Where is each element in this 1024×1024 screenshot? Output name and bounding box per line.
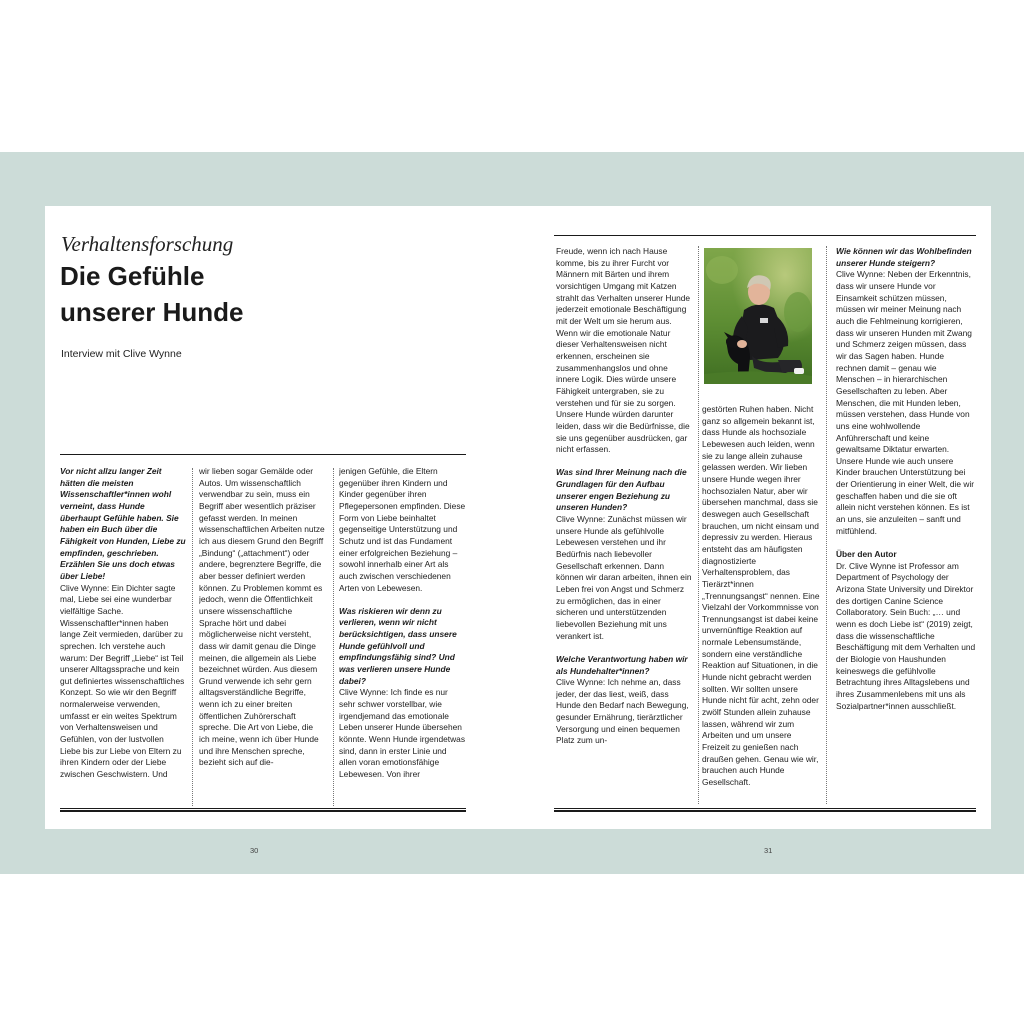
paragraph: Clive Wynne: Ein Dichter sagte mal, Liebe sei eine wunderbar vielfältige Sache. Wissenschaftler*innen haben lange Zeit vermieden, darüber zu sprechen. Ich verstehe auch warum: Der Begriff „Liebe“ ist Teil unserer Alltagssprache und kein gut definiertes wissenschaftliches Konzept. So wie wir den Begriff normalerweise verwenden, umfasst er ein weites Spektrum von Verhaltensweisen und Gefühlen, von der lustvollen Liebe bis zur Liebe von Eltern zu ihren Kindern oder der Liebe zwischen Geschwistern. Und xyxy=(60,582,185,780)
left-page xyxy=(45,206,524,829)
page-title xyxy=(60,258,360,330)
paragraph: Was sind Ihrer Meinung nach die Grundlagen für den Aufbau unserer engen Beziehung zu unseren Hunden? xyxy=(556,467,687,513)
byline: Interview mit Clive Wynne xyxy=(61,348,182,360)
text-column-2 xyxy=(199,466,325,806)
paragraph: Über den Autor xyxy=(836,549,897,559)
column-divider xyxy=(192,468,193,806)
paragraph: Welche Verantwortung haben wir als Hundehalter*innen? xyxy=(556,653,688,676)
headline-line-1: Die Gefühle xyxy=(60,261,205,291)
page-number-left: 30 xyxy=(250,846,259,855)
column-divider xyxy=(698,246,699,804)
paragraph: Dr. Clive Wynne ist Professor am Department of Psychology der Arizona State University und Direktor des dortigen Canine Science Collaboratory. Sein Buch: „… und wenn es doch Liebe ist“ (2019) zeigt, dass die wissenschaftliche Beschäftigung mit dem Verhalten und der Biologie von Haushunden keineswegs die gefühlvolle Betrachtung ihres Alltagslebens und ihres Zusammenlebens mit uns als Sozialpartner*innen ausschließt. xyxy=(836,560,976,711)
person-with-dog-photo xyxy=(704,248,812,384)
page-number-right: 31 xyxy=(764,846,773,855)
paragraph: Clive Wynne: Ich nehme an, dass jeder, der das liest, weiß, dass Hunde den Bedarf nach Bewegung, gesunder Ernährung, tierärztlicher Versorgung und einen bequemen Platz zum un- xyxy=(556,677,689,746)
paragraph: Clive Wynne: Zunächst müssen wir unsere Hunde als gefühlvolle Lebewesen verstehen und ihr Bedürfnis nach liebevoller Gesellschaft erkennen. Dann können wir daran arbeiten, ihnen ein Leben frei von Angst und Schmerz zu ermöglichen, das in einer sicheren und unterstützenden liebevollen Beziehung mit uns verankert ist. xyxy=(556,514,692,641)
right-page xyxy=(512,206,991,829)
text-column-3 xyxy=(339,466,466,806)
text-column-2 xyxy=(702,404,820,804)
top-rule xyxy=(60,454,466,455)
text-column-1 xyxy=(556,246,692,806)
paragraph: Freude, wenn ich nach Hause komme, bis zu ihrer Furcht vor Männern mit Bärten und ihrem vorsichtigen Umgang mit Katzen strahlt das Verhalten unserer Hunde jederzeit emotionale Beschäftigung mit der Welt um sie herum aus. Wenn wir die emotionale Natur dieser Verhaltensweisen nicht erkennen, erscheinen sie zusammenhangslos und ohne innere Logik. Dies würde unsere Fähigkeit untergraben, sie zu verstehen und für sie zu sorgen. Unsere Hunde würden darunter leiden, dass wir die Bedürfnisse, die sie uns gegenüber ausdrücken, gar nicht erfassen. xyxy=(556,246,691,455)
paragraph: jenigen Gefühle, die Eltern gegenüber ihren Kindern und Kinder gegenüber ihren Pflegepersonen empfinden. Diese Form von Liebe beinhaltet gegenseitige Unterstützung und Schutz und ist das Fundament einer erfolgreichen Beziehung – sowohl innerhalb einer Art als auch zwischen verschiedenen Arten von Lebewesen. xyxy=(339,466,466,593)
column-divider xyxy=(826,246,827,804)
bottom-rule xyxy=(554,808,976,812)
paragraph: gestörten Ruhen haben. Nicht ganz so allgemein bekannt ist, dass Hunde als hochsoziale Lebewesen auch leiden, wenn sie zu lange allein zuhause gelassen werden. Wir lieben unsere Hunde wegen ihrer hochsozialen Natur, aber wir übersehen manchmal, dass sie deswegen auch Gesellschaft brauchen, um nicht einsam und depressiv zu werden. Hieraus entsteht das am häufigsten diagnostizierte Verhaltensproblem, das Tierärzt*innen „Trennungsangst“ nennen. Eine Vielzahl der Vorkommnisse von Trennungsangst ist dabei keine unvernünftige Reaktion auf normale Lebensumstände, sondern eine verständliche Reaktion auf Situationen, in die Hunde nicht gebracht werden sollten. Wir sollten unsere Hunde nicht für acht, zehn oder zwölf Stunden allein zuhause lassen, während wir zum Arbeiten und um unsere Freizeit zu genießen nach draußen gehen. Genau wie wir, brauchen auch Hunde Gesellschaft. xyxy=(702,404,820,787)
bottom-rule xyxy=(60,808,466,812)
kicker: Verhaltensforschung xyxy=(61,232,234,256)
paragraph: Clive Wynne: Ich finde es nur sehr schwer vorstellbar, wie irgendjemand das emotionale Leben unserer Hunde übersehen könnte. Wenn Hunde irgendetwas sind, dann in erster Linie und allen voran emotionsfähige Lebewesen. Von ihrer xyxy=(339,687,466,779)
paragraph: wir lieben sogar Gemälde oder Autos. Um wissenschaftlich verwendbar zu sein, muss ein Begriff aber wesentlich präziser gefasst werden. In meinen wissenschaftlichen Arbeiten nutze ich aus diesem Grund den Begriff „Bindung“ („attachment“) oder andere, begrenztere Begriffe, die aber besser definiert werden können. Zu Problemen kommt es jedoch, wenn die Öffentlichkeit unsere wissenschaftliche Sprache hört und dabei möglicherweise nicht versteht, dass wir damit genau die Dinge meinen, die allgemein als Liebe bezeichnet würden. Aus diesem Grund verwende ich sehr gern alltagsverständliche Begriffe, wenn ich zu einer breiten öffentlichen Zuhörerschaft spreche. Die Art von Liebe, die ich meine, wenn ich über Hunde und ihre Menschen spreche, bezieht sich auf die- xyxy=(199,466,325,768)
text-column-1 xyxy=(60,466,186,806)
paragraph: Vor nicht allzu langer Zeit hätten die meisten Wissenschaftler*innen wohl verneint, dass Hunde überhaupt Gefühle haben. Sie haben ein Buch über die Fähigkeit von Hunden, Liebe zu empfinden, geschrieben. Erzählen Sie uns doch etwas über Liebe! xyxy=(60,466,186,581)
column-divider xyxy=(333,468,334,806)
paragraph: Wie können wir das Wohlbefinden unserer Hunde steigern? xyxy=(836,246,972,268)
headline-line-2: unserer Hunde xyxy=(60,297,244,327)
text-column-3 xyxy=(836,246,976,806)
paragraph: Was riskieren wir denn zu verlieren, wenn wir nicht berücksichtigen, dass unsere Hunde gefühlvoll und empfindungsfähig sind? Und was verlieren unsere Hunde dabei? xyxy=(339,605,457,686)
paragraph: Clive Wynne: Neben der Erkenntnis, dass wir unsere Hunde vor Einsamkeit schützen müssen, müssen wir meiner Meinung nach auch die Fehlmeinung korrigieren, dass wir unseren Hunden mit Zwang und Schmerz zeigen müssen, dass wir das Sagen haben. Hunde rechnen damit – genau wie Menschen – in hierarchischen Gesellschaften zu leben. Aber Menschen, die mit Hunden leben, müssen verstehen, dass Hunde von uns eine wohlwollende Anführerschaft und keine gewaltsame Diktatur erwarten. Unsere Hunde wie auch unsere Kinder brauchen Unterstützung bei der Orientierung in einer Welt, die wir geschaffen haben und die sie oft allein nicht verstehen können. Es ist an uns, sie anzuleiten – sanft und mitfühlend. xyxy=(836,269,975,536)
top-rule xyxy=(554,235,976,236)
